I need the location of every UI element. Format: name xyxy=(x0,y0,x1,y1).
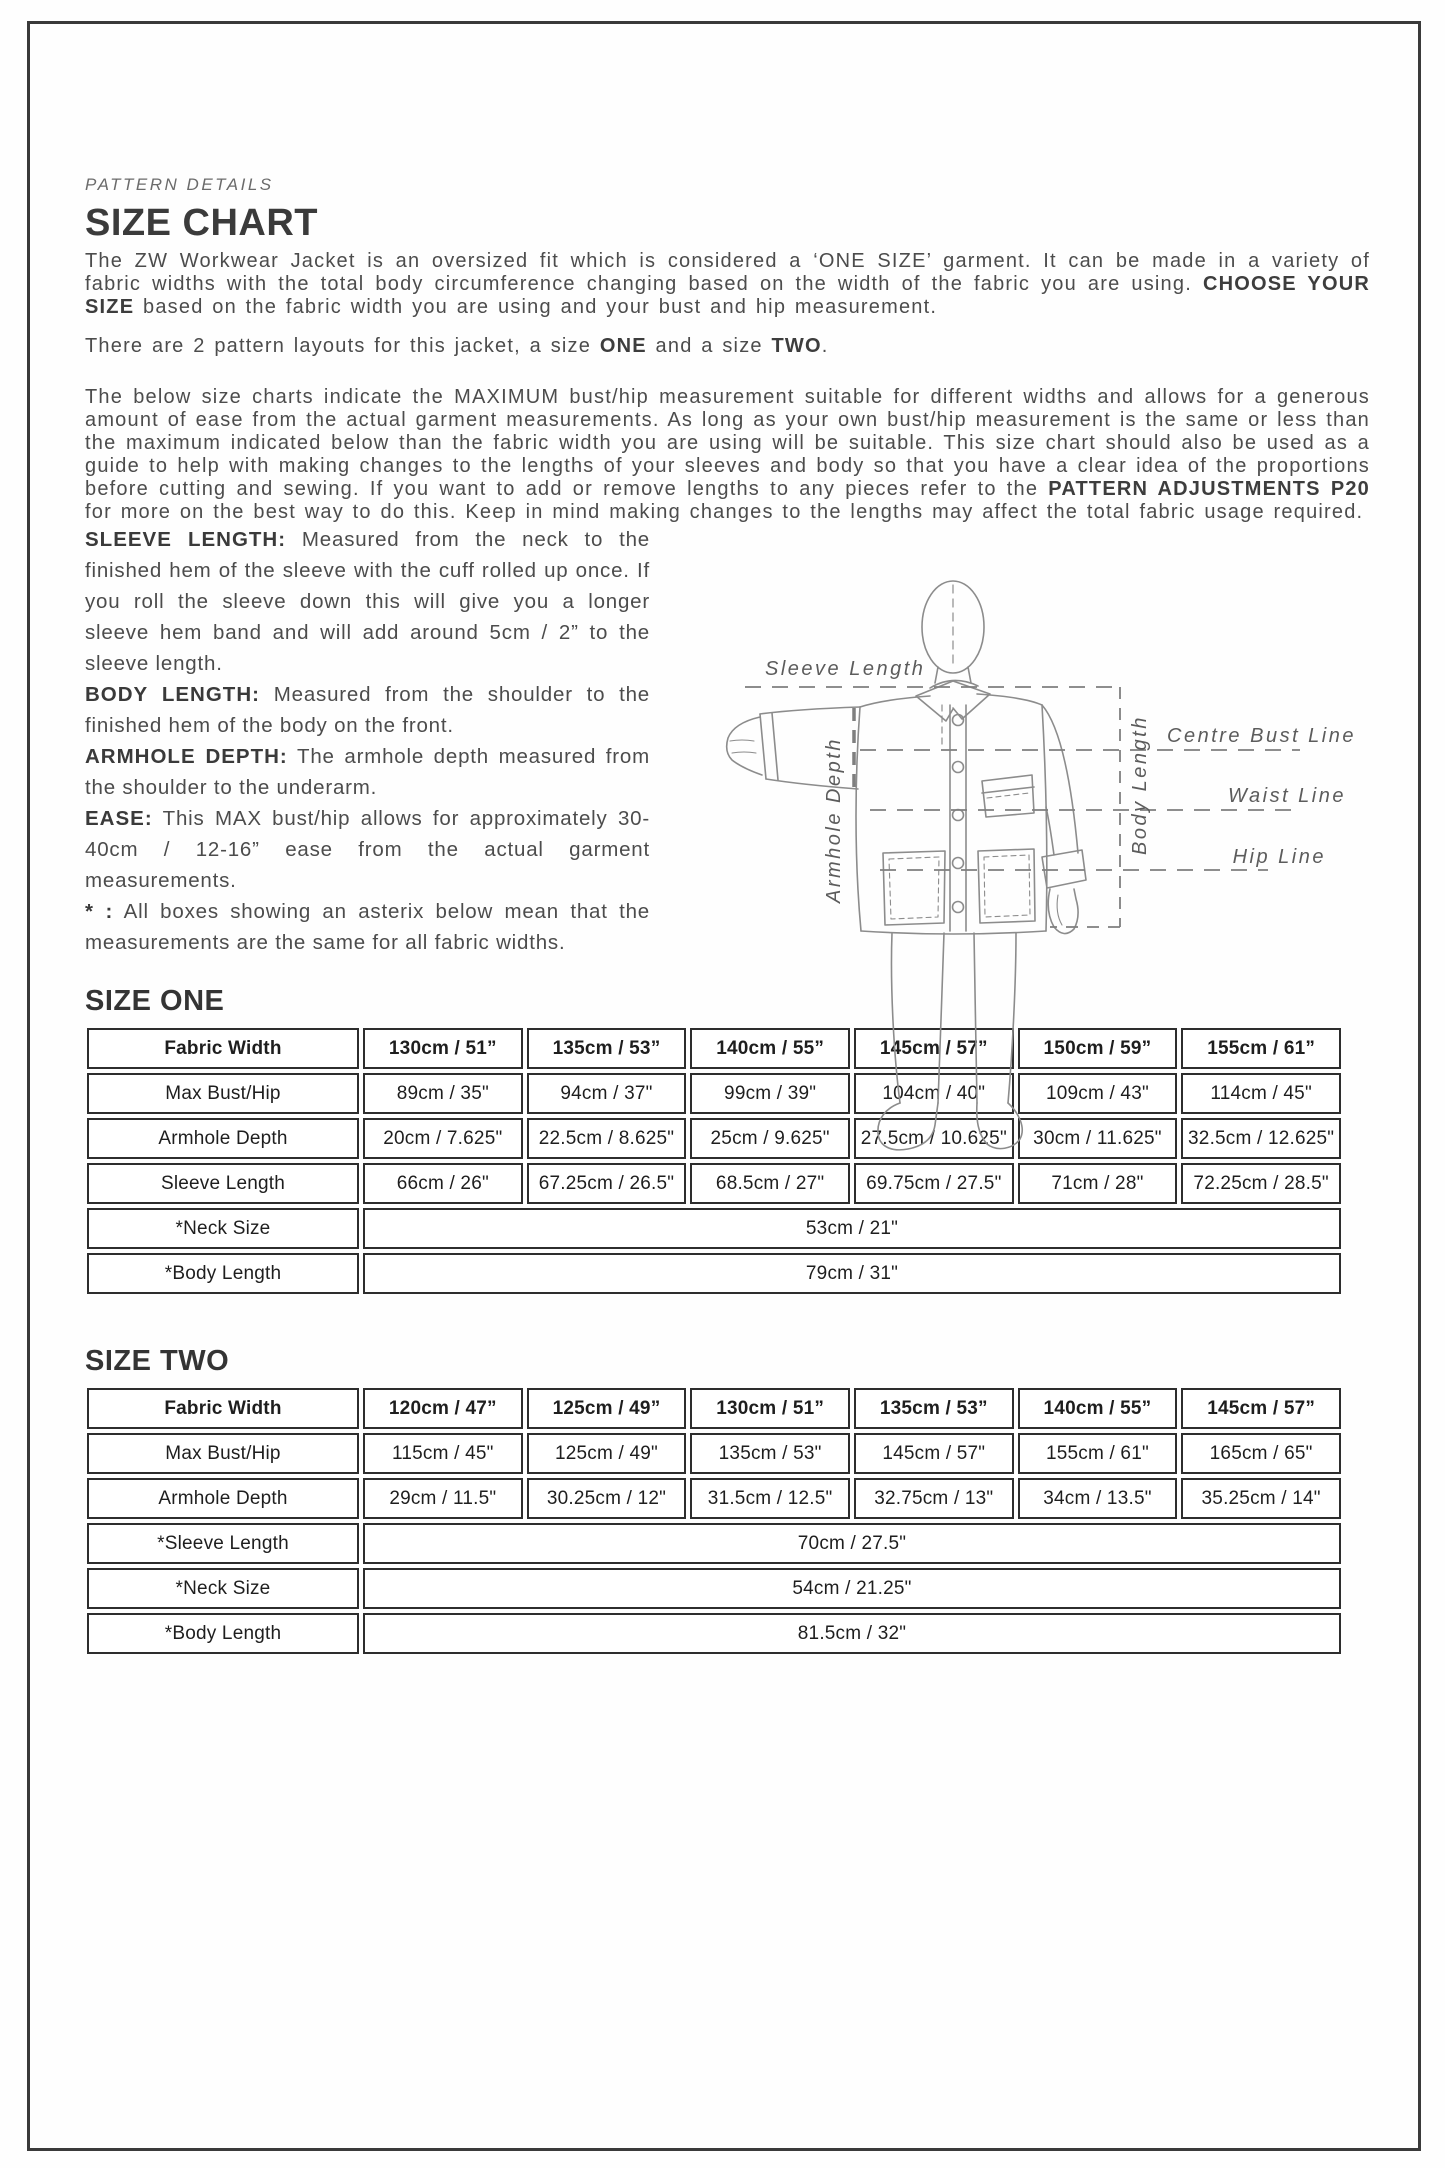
definition-asterisk-note xyxy=(85,896,650,958)
explanation-text-post: for more on the best way to do this. Keep in mind making changes to the lengths may affect the total fabric usage required. xyxy=(85,501,1364,523)
definition-text: All boxes showing an asterix below mean that the measurements are the same for all fabric widths. xyxy=(85,900,650,954)
definition-armhole-depth xyxy=(85,741,650,803)
size-cell: 109cm / 43" xyxy=(1018,1073,1178,1114)
table-row-fabric-width xyxy=(87,1388,1341,1429)
size-cell: 165cm / 65" xyxy=(1181,1433,1341,1474)
size-two-heading: SIZE TWO xyxy=(85,1345,230,1377)
size-cell: 135cm / 53” xyxy=(527,1028,687,1069)
table-row-armhole-depth xyxy=(87,1478,1341,1519)
size-cell: 66cm / 26" xyxy=(363,1163,523,1204)
row-label: *Neck Size xyxy=(87,1568,359,1609)
definition-term: * : xyxy=(85,900,114,923)
size-cell: 32.75cm / 13" xyxy=(854,1478,1014,1519)
row-label: Sleeve Length xyxy=(87,1163,359,1204)
size-cell: 27.5cm / 10.625" xyxy=(854,1118,1014,1159)
definition-sleeve-length xyxy=(85,524,650,679)
size-cell: 155cm / 61" xyxy=(1018,1433,1178,1474)
layouts-bold-two: TWO xyxy=(771,335,822,357)
explanation-text-pre: The below size charts indicate the MAXIMUM bust/hip measurement suitable for different widths and allows for a generous amount of ease from the actual garment measurements. As long as your own bust/hip measurement is the same or less than the maximum indicated below than the fabric width you are using will be suitable. This size chart should also be used as a guide to help with making changes to the lengths of your sleeves and body so that you have a clear idea of the proportions before cutting and sewing. If you want to add or remove lengths to any pieces refer to the xyxy=(85,386,1370,500)
size-cell-span: 70cm / 27.5" xyxy=(363,1523,1341,1564)
size-cell: 20cm / 7.625" xyxy=(363,1118,523,1159)
definition-term: ARMHOLE DEPTH: xyxy=(85,745,288,768)
size-cell: 89cm / 35" xyxy=(363,1073,523,1114)
layouts-text-mid: and a size xyxy=(646,335,772,357)
size-cell: 68.5cm / 27" xyxy=(690,1163,850,1204)
definition-text: The armhole depth measured from the shoulder to the underarm. xyxy=(85,745,650,799)
explanation-paragraph xyxy=(85,386,1370,524)
size-cell: 135cm / 53" xyxy=(690,1433,850,1474)
size-cell: 155cm / 61” xyxy=(1181,1028,1341,1069)
intro-text-post: based on the fabric width you are using and your bust and hip measurement. xyxy=(134,296,938,318)
size-one-heading: SIZE ONE xyxy=(85,985,225,1017)
size-cell: 67.25cm / 26.5" xyxy=(527,1163,687,1204)
size-cell-span: 54cm / 21.25" xyxy=(363,1568,1341,1609)
layouts-text-post: . xyxy=(821,335,829,357)
row-label: Armhole Depth xyxy=(87,1478,359,1519)
measurement-definitions xyxy=(85,524,650,958)
size-cell: 145cm / 57” xyxy=(1181,1388,1341,1429)
size-cell: 94cm / 37" xyxy=(527,1073,687,1114)
row-label: Armhole Depth xyxy=(87,1118,359,1159)
size-cell: 145cm / 57" xyxy=(854,1433,1014,1474)
size-cell: 34cm / 13.5" xyxy=(1018,1478,1178,1519)
size-cell: 125cm / 49" xyxy=(527,1433,687,1474)
row-label: Max Bust/Hip xyxy=(87,1433,359,1474)
jacket-illustration xyxy=(720,555,1385,1185)
definition-ease xyxy=(85,803,650,896)
size-cell: 69.75cm / 27.5" xyxy=(854,1163,1014,1204)
size-cell: 30cm / 11.625" xyxy=(1018,1118,1178,1159)
size-cell: 120cm / 47” xyxy=(363,1388,523,1429)
definition-text: Measured from the shoulder to the finished hem of the body on the front. xyxy=(85,683,650,737)
size-cell: 30.25cm / 12" xyxy=(527,1478,687,1519)
explanation-bold-pattern-adjustments: PATTERN ADJUSTMENTS P20 xyxy=(1048,478,1371,500)
size-cell: 72.25cm / 28.5" xyxy=(1181,1163,1341,1204)
intro-text-pre: The ZW Workwear Jacket is an oversized fit which is considered a ‘ONE SIZE’ garment. It can be made in a variety of fabric widths with the total body circumference changing based on the width of the fabric you are using. xyxy=(85,250,1370,295)
armhole-depth-label: Armhole Depth xyxy=(823,737,845,903)
waist-line-label: Waist Line xyxy=(1227,785,1346,807)
size-cell: 99cm / 39" xyxy=(690,1073,850,1114)
intro-bold-choose-your-size: CHOOSE YOUR SIZE xyxy=(85,273,1371,318)
definition-term: BODY LENGTH: xyxy=(85,683,260,706)
row-label: Fabric Width xyxy=(87,1388,359,1429)
definition-body-length xyxy=(85,679,650,741)
right-pocket xyxy=(978,849,1035,923)
left-pocket xyxy=(883,851,945,925)
row-label: *Neck Size xyxy=(87,1208,359,1249)
size-cell-span: 79cm / 31" xyxy=(363,1253,1341,1294)
size-cell: 115cm / 45" xyxy=(363,1433,523,1474)
size-cell: 22.5cm / 8.625" xyxy=(527,1118,687,1159)
body-length-guide-line xyxy=(1050,687,1120,927)
row-label: Max Bust/Hip xyxy=(87,1073,359,1114)
size-cell: 104cm / 40" xyxy=(854,1073,1014,1114)
size-cell: 145cm / 57” xyxy=(854,1028,1014,1069)
size-cell: 32.5cm / 12.625" xyxy=(1181,1118,1341,1159)
size-cell: 150cm / 59” xyxy=(1018,1028,1178,1069)
size-cell-span: 81.5cm / 32" xyxy=(363,1613,1341,1654)
size-cell: 35.25cm / 14" xyxy=(1181,1478,1341,1519)
definition-term: EASE: xyxy=(85,807,153,830)
page-title: SIZE CHART xyxy=(85,202,318,244)
definition-text: Measured from the neck to the finished hem of the sleeve with the cuff rolled up once. If you roll the sleeve down this will give you a longer sleeve hem band and will add around 5cm / 2” to the sleeve length. xyxy=(85,528,650,675)
size-cell: 130cm / 51” xyxy=(690,1388,850,1429)
size-cell-span: 53cm / 21" xyxy=(363,1208,1341,1249)
table-row-body-length xyxy=(87,1253,1341,1294)
definition-term: SLEEVE LENGTH: xyxy=(85,528,287,551)
size-cell: 125cm / 49” xyxy=(527,1388,687,1429)
size-cell: 140cm / 55” xyxy=(690,1028,850,1069)
table-row-neck-size xyxy=(87,1208,1341,1249)
row-label: Fabric Width xyxy=(87,1028,359,1069)
layouts-bold-one: ONE xyxy=(599,335,647,357)
size-cell: 114cm / 45" xyxy=(1181,1073,1341,1114)
hip-line-label: Hip Line xyxy=(1232,846,1326,868)
table-row-neck-size xyxy=(87,1568,1341,1609)
intro-paragraph xyxy=(85,250,1370,319)
size-cell: 25cm / 9.625" xyxy=(690,1118,850,1159)
row-label: *Body Length xyxy=(87,1613,359,1654)
size-cell: 140cm / 55” xyxy=(1018,1388,1178,1429)
size-cell: 31.5cm / 12.5" xyxy=(690,1478,850,1519)
section-eyebrow: PATTERN DETAILS xyxy=(85,175,274,194)
table-row-body-length xyxy=(87,1613,1341,1654)
row-label: *Sleeve Length xyxy=(87,1523,359,1564)
size-cell: 135cm / 53” xyxy=(854,1388,1014,1429)
layouts-paragraph xyxy=(85,335,1370,358)
layouts-text-pre: There are 2 pattern layouts for this jacket, a size xyxy=(85,335,600,357)
definition-text: This MAX bust/hip allows for approximately 30-40cm / 12-16” ease from the actual garment measurements. xyxy=(85,807,650,892)
size-cell: 29cm / 11.5" xyxy=(363,1478,523,1519)
sleeve-length-label: Sleeve Length xyxy=(765,658,926,680)
body-length-label: Body Length xyxy=(1129,715,1151,855)
table-row-max-bust-hip xyxy=(87,1433,1341,1474)
size-two-table xyxy=(83,1384,1345,1658)
size-cell: 130cm / 51” xyxy=(363,1028,523,1069)
row-label: *Body Length xyxy=(87,1253,359,1294)
centre-bust-line-label: Centre Bust Line xyxy=(1167,725,1356,747)
size-cell: 71cm / 28" xyxy=(1018,1163,1178,1204)
table-row-sleeve-length xyxy=(87,1523,1341,1564)
